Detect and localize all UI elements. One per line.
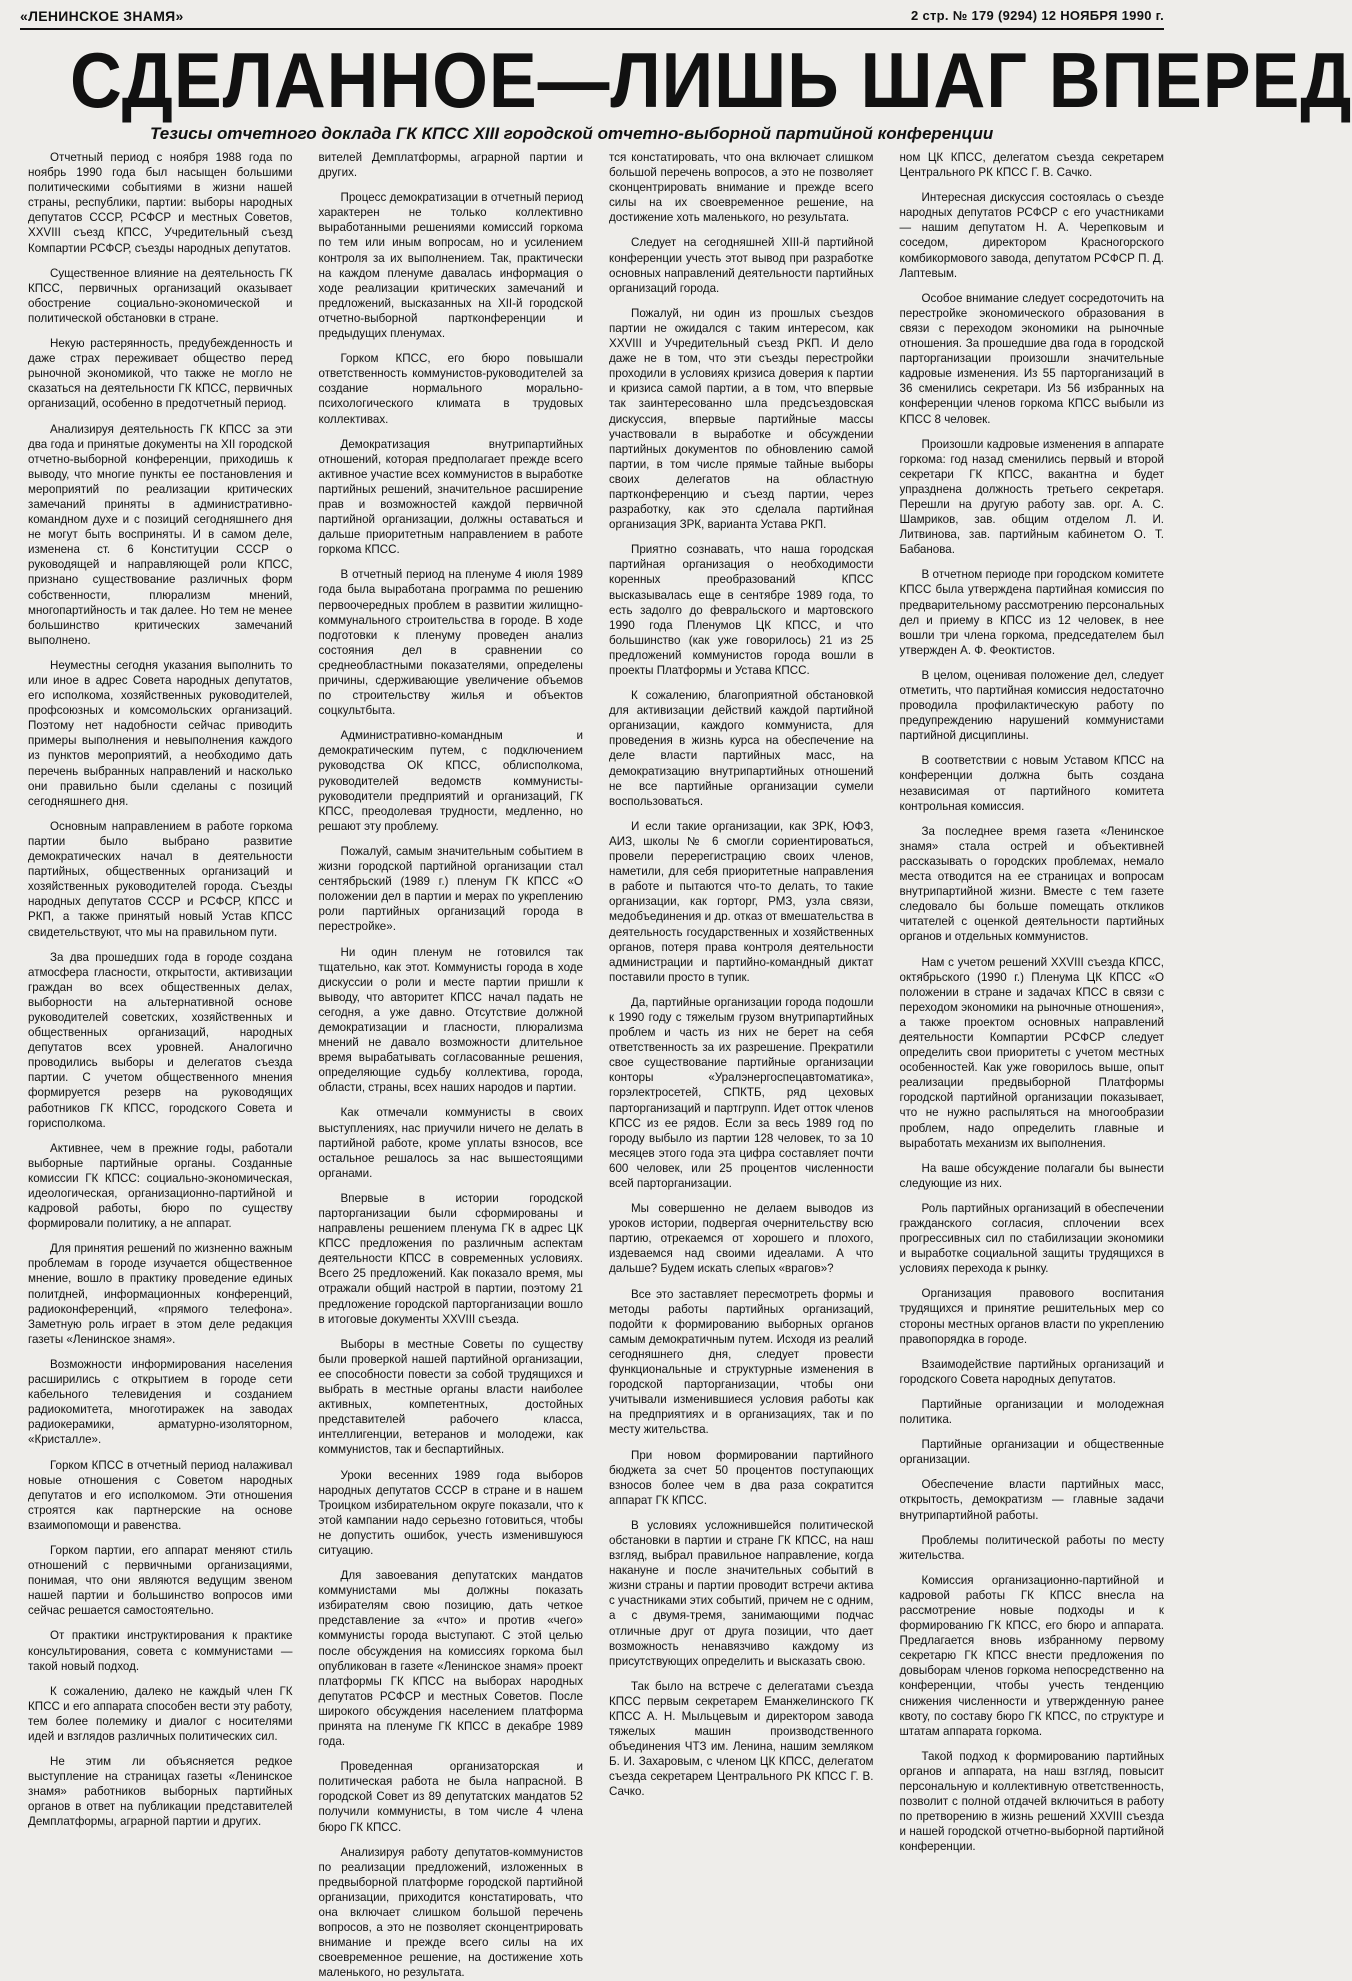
paragraph: Процесс демократизации в отчетный период характерен не только коллективно выработанными решениями комиссий горкома по тем или иным вопросам, но и усилением контроля за их выполнением. Так, практически на каждом пленуме давалась информация о ходе реализации критических замечаний и предложений, высказанных на XII-й городской отчетно-выборной партконференции и предыдущих пленумах.	[318, 191, 583, 341]
paragraph: Уроки весенних 1989 года выборов народных депутатов СССР в стране и в нашем Троицком избирательном округе показали, что к этой кампании надо серьезно готовиться, чтобы не допустить ошибок, учесть изменившуюся ситуацию.	[318, 1468, 583, 1557]
paragraph: Возможности информирования населения расширились с открытием в городе сети кабельного телевидения и созданием радиокомитета, многотиражек на заводах радиокерамики, арматурно-изоляторном, «Кристалле».	[28, 1357, 293, 1447]
paragraph: Партийные организации и общественные организации.	[899, 1438, 1164, 1467]
paragraph: ном ЦК КПСС, делегатом съезда секретарем Центрального РК КПСС Г. В. Сачко.	[899, 151, 1164, 180]
paragraph: Организация правового воспитания трудящихся и принятие решительных мер со стороны местных органов власти по укреплению правопорядка в городе.	[899, 1287, 1164, 1346]
paragraph: Комиссия организационно-партийной и кадровой работы ГК КПСС внесла на рассмотрение новые подходы и к формированию ГК КПСС, его бюро и аппарата. Предлагается вновь избранному первому секретарю ГК КПСС внести предложения по довыборам членов горкома непосредственно на конференции, чтобы учесть тенденцию снижения численности и утвержденную ранее квоту, по составу бюро ГК КПСС, по структуре и штатам аппарата горкома.	[899, 1573, 1164, 1738]
paragraph: Выборы в местные Советы по существу были проверкой нашей партийной организации, ее способности повести за собой трудящихся и выбрать в местные органы власти наиболее активных, компетентных, достойных представителей рабочего класса, интеллигенции, ветеранов и молодежи, как коммунистов, так и беспартийных.	[318, 1337, 583, 1457]
paragraph: За последнее время газета «Ленинское знамя» стала острей и объективней рассказывать о городских проблемах, немало места отводится на ее страницах и вопросам внутрипартийной жизни. Вместе с тем газете следовало бы больше помещать откликов читателей с оценкой деятельности партийных органов и отдельных коммунистов.	[899, 824, 1164, 944]
paragraph: Особое внимание следует сосредоточить на перестройке экономического образования в связи с переходом экономики на рыночные отношения. За прошедшие два года в городской парторганизации произошли значительные кадровые изменения. Из 55 парторганизаций в 36 сменились секретари. Из 56 избранных на конференции членов горкома КПСС выбыли из КПСС 8 человек.	[899, 291, 1164, 426]
paragraph: Горком КПСС, его бюро повышали ответственность коммунистов-руководителей за создание нормального морально-психологического климата в трудовых коллективах.	[318, 352, 583, 426]
article-subheadline: Тезисы отчетного доклада ГК КПСС XIII городской отчетно-выборной партийной конференции	[150, 124, 994, 143]
paragraph: Активнее, чем в прежние годы, работали выборные партийные органы. Созданные комиссии ГК КПСС: социально-экономическая, идеологическая, организационно-партийной и кадровой работы, бюро по существу формировали политику, а не аппарат.	[28, 1141, 293, 1231]
paragraph: Интересная дискуссия состоялась о съезде народных депутатов РСФСР с его участниками — нашим депутатом Н. А. Черепковым и соседом, директором Красногорского комбикормового завода, депутатом РСФСР П. Д. Лаптевым.	[899, 191, 1164, 280]
paragraph: Для завоевания депутатских мандатов коммунистами мы должны показать избирателям свою позицию, дать четкое представление за «что» и против «чего» коммунисты города выступают. С этой целью после обсуждения на комиссиях горкома был опубликован в газете «Ленинское знамя» проект платформы ГК КПСС на выборах народных депутатов РСФСР и местных Советов. После широкого обсуждения населением платформа принята на пленуме ГК КПСС в декабре 1989 года.	[318, 1569, 583, 1749]
paragraph: Некую растерянность, предубежденность и даже страх переживает общество перед рыночной экономикой, что также не могло не сказаться на деятельности ГК КПСС, первичных организаций, особенно в предотчетный период.	[28, 337, 293, 411]
paragraph: Анализируя деятельность ГК КПСС за эти два года и принятые документы на XII городской отчетно-выборной конференции, приходишь к выводу, что многие пункты ее постановления и мероприятий по реализации критических замечаний приняты в административно-командном духе и с позиций сегодняшнего дня не могут быть восприняты. И в самом деле, изменена ст. 6 Конституции СССР о руководящей и направляющей роли КПСС, признано существование различных форм собственности, плюрализм мнений, многопартийность и так далее. Но тем не менее большинство критических замечаний выполнено.	[28, 422, 293, 647]
issue-info: 2 стр. № 179 (9294) 12 НОЯБРЯ 1990 г.	[911, 8, 1164, 23]
paragraph: Отчетный период с ноября 1988 года по ноябрь 1990 года был насыщен большими политическими событиями в жизни нашей страны, республики, партии: выборы народных депутатов СССР, РСФСР и местных Советов, XXVIII съезд КПСС, Учредительный съезд Компартии РСФСР, съезды народных депутатов.	[28, 151, 293, 255]
paragraph: В целом, оценивая положение дел, следует отметить, что партийная комиссия недостаточно проводила профилактическую работу по предупреждению нарушений коммунистами партийной дисциплины.	[899, 668, 1164, 743]
paragraph: Впервые в истории городской парторганизации были сформированы и направлены решением пленума ГК в адрес ЦК КПСС предложения по различным аспектам деятельности КПСС в современных условиях. Всего 25 предложений. Как показало время, мы отражали общий настрой в партии, поэтому 21 предложение городской парторганизации вошло в итоговые документы XXVIII съезда.	[318, 1191, 583, 1326]
paragraph: Произошли кадровые изменения в аппарате горкома: год назад сменились первый и второй секретари ГК КПСС, вакантна и будет упразднена должность третьего секретаря. Перешли на другую работу зав. орг. А. С. Шамриков, зав. общим отделом Л. И. Литвинова, зав. партийным кабинетом О. Т. Бабанова.	[899, 437, 1164, 557]
paragraph: Такой подход к формированию партийных органов и аппарата, на наш взгляд, повысит персональную и коллективную ответственность, позволит с полной отдачей включиться в работу по претворению в жизнь решений XXVIII съезда и нашей городской отчетно-выборной партийной конференции.	[899, 1749, 1164, 1854]
paragraph: Взаимодействие партийных организаций и городского Совета народных депутатов.	[899, 1357, 1164, 1386]
paragraph: Проблемы политической работы по месту жительства.	[899, 1533, 1164, 1562]
paragraph: Существенное влияние на деятельность ГК КПСС, первичных организаций оказывает обострение социально-экономической и политической обстановки в стране.	[28, 266, 293, 325]
paragraph: И если такие организации, как ЗРК, ЮФЗ, АИЗ, школы № 6 смогли сориентироваться, провели перерегистрацию своих членов, наметили, для себя приоритетные направления в работе и пытаются что-то делать, то такие организации, как горторг, РМЗ, узла связи, медобъединения и др. отказ от вмешательства в деятельность государственных и хозяйственных органов, потеря права контроля деятельности администрации и партийно-командный диктат поставили просто в тупик.	[609, 819, 874, 984]
masthead-rule	[20, 28, 1164, 30]
paragraph: Следует на сегодняшней XIII-й партийной конференции учесть этот вывод при разработке основных направлений деятельности партийных организаций города.	[609, 236, 874, 295]
paragraph: Не этим ли объясняется редкое выступление на страницах газеты «Ленинское знамя» работников выборных партийных органов в ответ на публикации представителей Демплатформы, аграрной партии и других.	[28, 1755, 293, 1829]
paragraph: В отчетный период на пленуме 4 июля 1989 года была выработана программа по решению первоочередных проблем в развитии жилищно-коммунального строительства в городе. В ходе подготовки к пленуму проведен анализ состояния дел в сравнении со среднеобластными показателями, определены причины, сдерживающие увеличение объемов по строительству жилья и объектов соцкультбыта.	[318, 568, 583, 718]
paragraph: Обеспечение власти партийных масс, открытость, демократизм — главные задачи внутрипартийной работы.	[899, 1478, 1164, 1522]
text-column-2	[318, 150, 584, 1980]
paragraph: При новом формировании партийного бюджета за счет 50 процентов поступающих взносов более чем в два раза сократится аппарат ГК КПСС.	[609, 1448, 874, 1507]
article-body	[28, 150, 1164, 1980]
paragraph: Пожалуй, ни один из прошлых съездов партии не ожидался с таким интересом, как XXVIII и Учредительный съезд РКП. И дело даже не в том, что эти съезды перестройки проходили в условиях кризиса доверия к партии и кризиса самой партии, а в том, что впервые так заинтересованно шла предсъездовская дискуссия, впервые партийные массы участвовали в выработке и обсуждении партийных документов по обновлению самой партии, в том числе прямые тайные выборы своих делегатов на областную партконференцию и съезд партии, через разработку, как это сделала партийная организация ЗРК, варианта Устава РКП.	[609, 306, 874, 532]
paragraph: Анализируя работу депутатов-коммунистов по реализации предложений, изложенных в предвыборной платформе городской партийной организации, приходится констатировать, что она включает слишком большой перечень вопросов, а это не позволяет сконцентрировать внимание и прежде всего силы на их своевременное решение, на достижение хоть маленького, но результата.	[318, 1845, 583, 1980]
paragraph: Мы совершенно не делаем выводов из уроков истории, подвергая очернительству всю партию, отрекаемся от хорошего и плохого, издеваемся над своими идеалами. А что дальше? Будем искать слепых «врагов»?	[609, 1202, 874, 1276]
paragraph: Ни один пленум не готовился так тщательно, как этот. Коммунисты города в ходе дискуссии о роли и месте партии пришли к выводу, что авторитет КПСС начал падать не сегодня, а уже давно. Отсутствие должной демократизации и гласности, плюрализма мнений не давало возможности длительное время вырабатывать согласованные решения, определяющие судьбу коллектива, города, области, страны, всех наших народов и партии.	[318, 945, 583, 1095]
paragraph: В условиях усложнившейся политической обстановки в партии и стране ГК КПСС, на наш взгляд, выбрал правильное направление, когда накануне и после значительных событий в жизни страны и партии проводит встречи актива с участниками этих событий, причем не с одним, а с двумя-тремя, занимающими подчас отличные друг от друга позиции, что дает возможность ненавязчиво каждому из присутствующих определить и высказать свою.	[609, 1518, 874, 1668]
paragraph: За два прошедших года в городе создана атмосфера гласности, открытости, активизации граждан во всех общественных делах, выборности на альтернативной основе руководителей советских, хозяйственных и общественных организаций, народных депутатов всех уровней. Аналогично проводились выборы и делегатов съезда партии. С учетом общественного мнения формируется резерв на руководящих работников ГК КПСС, городского Совета и горисполкома.	[28, 950, 293, 1130]
text-column-4	[899, 150, 1165, 1854]
paragraph: Неуместны сегодня указания выполнить то или иное в адрес Совета народных депутатов, его исполкома, хозяйственных руководителей, профсоюзных и комсомольских организаций. Поэтому нет надобности сейчас приводить примеры выполнения и невыполнения каждого из пунктов мероприятий, а необходимо дать перечень выбранных направлений и насколько они правильно были сделаны с позиций сегодняшнего дня.	[28, 658, 293, 808]
paragraph: Роль партийных организаций в обеспечении гражданского согласия, сплочении всех прогрессивных сил по стабилизации экономики и выработке социальной защиты трудящихся в условиях перехода к рынку.	[899, 1201, 1164, 1276]
paragraph: Пожалуй, самым значительным событием в жизни городской партийной организации стал сентябрьский (1989 г.) пленум ГК КПСС «О положении дел в партии и мерах по укреплению роли партийных организаций города в перестройке».	[318, 844, 583, 934]
paragraph: На ваше обсуждение полагали бы вынести следующие из них.	[899, 1161, 1164, 1190]
paragraph: От практики инструктирования к практике консультирования, совета с коммунистами — такой новый подход.	[28, 1629, 293, 1673]
paragraph: тся констатировать, что она включает слишком большой перечень вопросов, а это не позволяет сконцентрировать внимание и прежде всего силы на их своевременное решение, на достижение хоть маленького, но результата.	[609, 151, 874, 225]
newspaper-name: «ЛЕНИНСКОЕ ЗНАМЯ»	[20, 8, 184, 24]
paragraph: Горком партии, его аппарат меняют стиль отношений с первичными организациями, понимая, что они являются ведущим звеном нашей партии и большинство вопросов ими сейчас решается самостоятельно.	[28, 1543, 293, 1618]
paragraph: К сожалению, далеко не каждый член ГК КПСС и его аппарата способен вести эту работу, тем более полемику и диалог с носителями идей и взглядов различных политических сил.	[28, 1684, 293, 1743]
paragraph: В соответствии с новым Уставом КПСС на конференции должна быть создана независимая от партийного комитета контрольная комиссия.	[899, 754, 1164, 813]
paragraph: вителей Демплатформы, аграрной партии и других.	[318, 151, 583, 180]
paragraph: Как отмечали коммунисты в своих выступлениях, нас приучили ничего не делать в партийной работе, кроме уплаты взносов, все остальное решалось за нас вышестоящими органами.	[318, 1106, 583, 1180]
paragraph: Приятно сознавать, что наша городская партийная организация о необходимости коренных преобразований КПСС высказывалась еще в сентябре 1989 года, то есть задолго до февральского и мартовского 1990 года Пленумов ЦК КПСС, и что большинство (как уже говорилось) 21 из 25 предложений коммунистов города вошли в проекты Платформы и Устава КПСС.	[609, 543, 874, 677]
text-column-3	[609, 150, 874, 1799]
paragraph: Все это заставляет пересмотреть формы и методы работы партийных организаций, подойти к формированию выборных органов самым демократичным путем. Исходя из реалий сегодняшнего дня, следует провести функциональные и структурные изменения в городской парторганизации, чтобы они учитывали изменившиеся условия работы как на предприятиях и в организациях, так и по месту жительства.	[609, 1287, 874, 1437]
paragraph: Демократизация внутрипартийных отношений, которая предполагает прежде всего активное участие всех коммунистов в выработке партийных решений, значительное расширение прав и возможностей каждой первичной партийной организации, должны оставаться и дальше приоритетным направлением в работе горкома КПСС.	[318, 437, 583, 557]
paragraph: Горком КПСС в отчетный период налаживал новые отношения с Советом народных депутатов и его исполкомом. Эти отношения строятся как партнерские на основе взаимопомощи и равенства.	[28, 1458, 293, 1532]
paragraph: Для принятия решений по жизненно важным проблемам в городе изучается общественное мнение, вошло в практику проведение единых политдней, информационных конференций, радиоконференций, «прямого телефона». Заметную роль играет в этом деле редакция газеты «Ленинское знамя».	[28, 1242, 293, 1346]
paragraph: Административно-командным и демократическим путем, с подключением руководства ОК КПСС, облисполкома, руководителей ведомств коммунисты-руководители предприятий и организаций, ГК КПСС, преодолевая трудности, медленно, но решают эту проблему.	[318, 729, 583, 833]
paragraph: Проведенная организаторская и политическая работа не была напрасной. В городской Совет из 89 депутатских мандатов 52 получили коммунисты, в том числе 4 члена бюро ГК КПСС.	[318, 1760, 583, 1834]
paragraph: Да, партийные организации города подошли к 1990 году с тяжелым грузом внутрипартийных проблем и часть из них не берет на себя ответственность за их разрешение. Прекратили свое существование партийные организации конторы «Уралэнергоспецавтоматика», горэлектросетей, СПКТБ, ряд цеховых парторганизаций и партгрупп. Идет отток членов КПСС из ее рядов. Если за весь 1989 год по городу выбыло из партии 128 человек, то за 10 месяцев этого года эта цифра составляет почти 600 человек, или 25 процентов численности всей парторганизации.	[609, 995, 874, 1190]
paragraph: К сожалению, благоприятной обстановкой для активизации действий каждой партийной организации, каждого коммуниста, для проведения в жизнь курса на обеспечение на деле власти партийных масс, на демократизацию внутрипартийных отношений не все партийные организации сумели воспользоваться.	[609, 689, 874, 808]
text-column-1	[28, 150, 293, 1829]
paragraph: Основным направлением в работе горкома партии было выбрано развитие демократических начал в деятельности партийных, общественных организаций и хозяйственных руководителей города. Съезды народных депутатов СССР и РСФСР, КПСС и РКП, а также принятый новый Устав КПСС свидетельствуют, что мы на правильном пути.	[28, 819, 293, 939]
paragraph: В отчетном периоде при городском комитете КПСС была утверждена партийная комиссия по предварительному рассмотрению персональных дел и приему в КПСС из 12 человек, в нее вошли три члена горкома, председателем был утвержден А. Ф. Феоктистов.	[899, 568, 1164, 657]
masthead	[20, 8, 1164, 30]
paragraph: Партийные организации и молодежная политика.	[899, 1397, 1164, 1427]
paragraph: Так было на встрече с делегатами съезда КПСС первым секретарем Еманжелинского ГК КПСС А. Н. Мыльцевым и директором завода тяжелых машин производственного объединения ЧТЗ им. Ленина, нашим земляком Б. И. Захаровым, с членом ЦК КПСС, делегатом съезда секретарем Центрального РК КПСС Г. В. Сачко.	[609, 1679, 874, 1799]
article-headline: СДЕЛАННОЕ—ЛИШЬ ШАГ ВПЕРЕД	[70, 36, 1352, 124]
paragraph: Нам с учетом решений XXVIII съезда КПСС, октябрьского (1990 г.) Пленума ЦК КПСС «О положении в стране и задачах КПСС в связи с переходом экономики на рыночные отношения», а также проектом основных направлений деятельности Компартии РСФСР следует определить свои приоритеты с учетом местных особенностей. Как уже говорилось выше, опыт реализации предвыборной Платформы городской партийной организации показывает, что не нужно распыляться на многообразии проблем, надо определить главные и выработать механизм их выполнения.	[899, 955, 1164, 1150]
